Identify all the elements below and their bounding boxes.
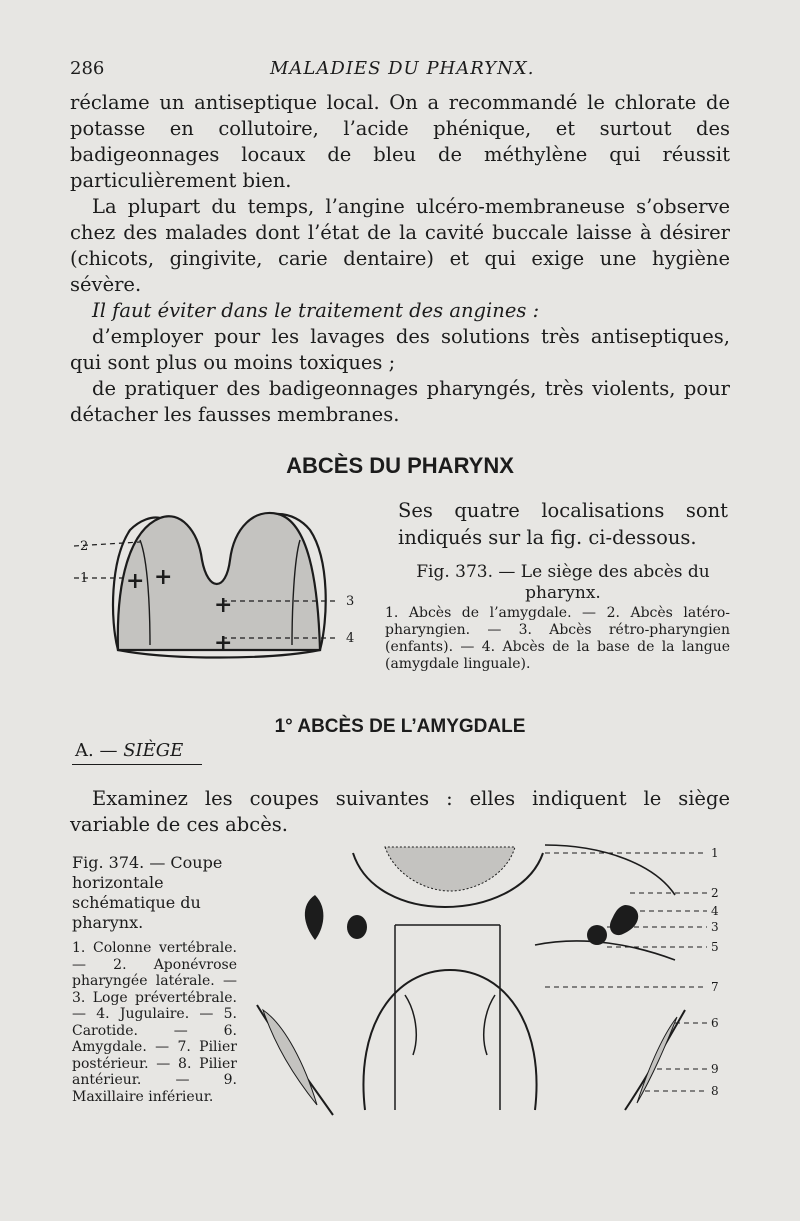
running-title: MALADIES DU PHARYNX. (270, 58, 535, 79)
carotid (347, 915, 367, 939)
figure-374-label-2: 2 (711, 886, 719, 900)
figure-374-pharynx-section (245, 835, 735, 1120)
figure-374-label-4: 4 (711, 904, 719, 918)
siege-label: SIÈGE (123, 740, 184, 761)
figure-374-label-6: 6 (711, 1016, 719, 1030)
subsection-title: 1° ABCÈS DE L’AMYGDALE (274, 716, 526, 737)
tonsil-left (263, 1010, 317, 1105)
plus-marker-4: + (214, 630, 233, 656)
figure-373-pharynx-diagram (70, 500, 370, 670)
figure-373-caption: Fig. 373. — Le siège des abcès du pharynx. (416, 562, 710, 603)
figure-374-caption: Fig. 374. — Coupe horizontale schématique du pharynx. (72, 853, 223, 932)
paragraph-eviter: Il faut éviter dans le traitement des angines : (92, 299, 540, 322)
figure-373-label-1: 1 (80, 571, 89, 586)
figure-374-label-1: 1 (711, 846, 719, 860)
paragraph-badigeonnages: de pratiquer des badigeonnages pharyngés, très violents, pour détacher les fausses membranes. (70, 377, 730, 426)
examine-paragraph: Examinez les coupes suivantes : elles indiquent le siège variable de ces abcès. (70, 787, 730, 836)
paragraph-ulcero: La plupart du temps, l’angine ulcéro-membraneuse s’observe chez des malades dont l’état de la cavité buccale laisse à désirer (chicots, gingivite, carie dentaire) et qui exige une hygiène sévère. (70, 195, 730, 296)
vertebra (385, 847, 515, 891)
siege-underline (72, 764, 202, 765)
plus-marker-1: + (126, 568, 145, 594)
figure-373-label-3: 3 (346, 594, 355, 609)
paragraph-lavages: d’employer pour les lavages des solutions très antiseptiques, qui sont plus ou moins toxiques ; (70, 325, 730, 374)
jugular (305, 895, 324, 940)
figure-373-legend: 1. Abcès de l’amygdale. — 2. Abcès latéro-pharyngien. — 3. Abcès rétro-pharyngien (enfants). — 4. Abcès de la base de la langue (amygdale linguale). (385, 605, 730, 672)
plus-marker-3: + (214, 592, 233, 618)
figure-374-label-7: 7 (711, 980, 719, 994)
figure-374-label-8: 8 (711, 1084, 719, 1098)
siege-heading (75, 740, 183, 761)
page-header (70, 58, 730, 88)
siege-letter: A. — (75, 740, 118, 761)
jugular-right (610, 905, 638, 935)
section-intro: Ses quatre localisations sont indiqués sur la fig. ci-dessous. (398, 499, 728, 549)
figure-374-label-3: 3 (711, 920, 719, 934)
paragraph-antiseptic: réclame un antiseptique local. On a recommandé le chlorate de potasse en collutoire, l’acide phénique, et surtout des badigeonnages locaux de bleu de méthylène qui réussit particulièrement bien. (70, 91, 730, 192)
figure-373-label-2: 2 (80, 539, 89, 554)
tonsil-right (637, 1017, 677, 1103)
figure-374-label-5: 5 (711, 940, 719, 954)
treatment-text (70, 90, 730, 428)
page-number: 286 (70, 58, 105, 79)
figure-373-label-4: 4 (346, 631, 355, 646)
section-title: ABCÈS DU PHARYNX (286, 453, 514, 478)
figure-374-legend: 1. Colonne vertébrale. — 2. Aponévrose pharyngée latérale. — 3. Loge prévertébrale. — 4. Jugulaire. — 5. Carotide. — 6. Amygdale. — 7. Pilier postérieur. — 8. Pilier antérieur. — 9. Maxillaire inférieur. (72, 940, 237, 1105)
plus-marker-2: + (154, 564, 173, 590)
figure-374-label-9: 9 (711, 1062, 719, 1076)
